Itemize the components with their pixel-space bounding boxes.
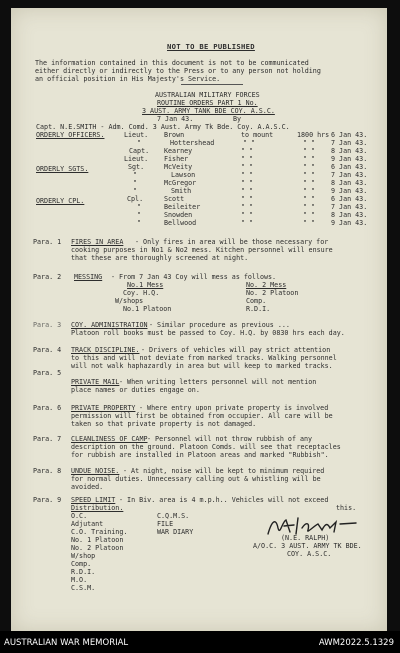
- duty-date: 8 Jan 43.: [331, 179, 368, 187]
- para-number: Para. 5: [33, 369, 62, 377]
- distribution-item: R.D.I.: [71, 568, 96, 576]
- duty-date: 8 Jan 43.: [331, 211, 368, 219]
- duty-date: 8 Jan 43.: [331, 147, 368, 155]
- para-heading: COY. ADMINISTRATION: [71, 321, 148, 329]
- duty-time: " ": [303, 195, 316, 203]
- para-text: - Where entry upon private property is involved: [139, 404, 329, 412]
- para-text: - At night, noise will be kept to minimum required: [123, 467, 325, 475]
- para-number: Para. 6: [33, 404, 62, 412]
- duty-date: 6 Jan 43.: [331, 131, 368, 139]
- duty-note: to mount: [241, 131, 274, 139]
- para-text: that these are thoroughly screened at night.: [71, 254, 249, 262]
- distribution-item: FILE: [157, 520, 174, 528]
- para-heading: MESSING: [74, 273, 103, 281]
- para-number: Para. 4: [33, 346, 62, 354]
- para-heading: TRACK DISCIPLINE.: [71, 346, 140, 354]
- duty-name: Scott: [164, 195, 185, 203]
- duty-note: " ": [241, 187, 254, 195]
- para-text: taken so that private property is not damaged.: [71, 420, 257, 428]
- duty-note: " ": [241, 155, 254, 163]
- footer-bar: [0, 631, 400, 653]
- para-text: to this and will not deviate from marked tracks. Walking personnel: [71, 354, 337, 362]
- duty-date: 7 Jan 43.: [331, 203, 368, 211]
- duty-date: 9 Jan 43.: [331, 155, 368, 163]
- distribution-item: C.Q.M.S.: [157, 512, 190, 520]
- distribution-item: WAR DIARY: [157, 528, 194, 536]
- duty-name: Bellwood: [164, 219, 197, 227]
- duty-time: " ": [303, 219, 316, 227]
- notice-line-3: an official position in His Majesty's Service.: [35, 75, 221, 83]
- duty-rank: ": [137, 219, 142, 227]
- duty-name: Snowden: [164, 211, 193, 219]
- duty-time: " ": [303, 179, 316, 187]
- para-text: cooking purposes in No1 & No2 mess. Kitchen personnel will ensure: [71, 246, 333, 254]
- para-text: permission will first be obtained from occupier. All care will be: [71, 412, 333, 420]
- distribution-item: C.S.M.: [71, 584, 96, 592]
- duty-name: Beileiter: [164, 203, 201, 211]
- para-heading: SPEED LIMIT: [71, 496, 116, 504]
- para-text: Platoon roll books must be passed to Coy. H.Q. by 0830 hrs each day.: [71, 329, 345, 337]
- duty-time: " ": [303, 163, 316, 171]
- duty-note: " ": [241, 171, 254, 179]
- duty-time: " ": [303, 203, 316, 211]
- duty-name: McVeity: [164, 163, 193, 171]
- para-text: this.: [336, 504, 357, 512]
- notice-line-2: either directly or indirectly to the Press or to any person not holding: [35, 67, 321, 75]
- duty-name: Hottershead: [170, 139, 215, 147]
- duty-rank: ": [137, 203, 142, 211]
- para-text: - Drivers of vehicles will pay strict attention: [141, 346, 331, 354]
- duty-date: 9 Jan 43.: [331, 187, 368, 195]
- para-text: for rubbish are installed in Platoon areas and marked "Rubbish".: [71, 451, 329, 459]
- distribution-item: W/shop: [71, 552, 96, 560]
- para-text: - Similar procedure as previous ...: [149, 321, 290, 329]
- role-label: ORDERLY OFFICERS.: [36, 131, 105, 139]
- duty-name: Lawson: [171, 171, 196, 179]
- para-text: - Personnel will not throw rubbish of any: [147, 435, 313, 443]
- para-number: Para. 9: [33, 496, 62, 504]
- duty-date: 7 Jan 43.: [331, 171, 368, 179]
- para-text: avoided.: [71, 483, 104, 491]
- duty-time: 1800 hrs: [297, 131, 330, 139]
- footer-institution: AUSTRALIAN WAR MEMORIAL: [4, 638, 129, 648]
- duty-note: " ": [241, 219, 254, 227]
- duty-rank: Cpl.: [127, 195, 144, 203]
- doc-title: AUSTRALIAN MILITARY FORCES: [155, 91, 260, 99]
- duty-note: " ": [241, 179, 254, 187]
- mess-1-item: W/shops: [115, 297, 144, 305]
- duty-rank: ": [137, 139, 142, 147]
- para-heading: FIRES IN AREA: [71, 238, 124, 246]
- role-label: ORDERLY CPL.: [36, 197, 85, 205]
- distribution-heading: Distribution.: [71, 504, 124, 512]
- para-text: - Only fires in area will be those necessary for: [135, 238, 329, 246]
- para-text: will not walk haphazardly in area but will keep to marked tracks.: [71, 362, 333, 370]
- para-text: place names or duties engage on.: [71, 386, 200, 394]
- duty-name: Kearney: [164, 147, 193, 155]
- para-text: description on the ground. Platoon Comds. will see that receptacles: [71, 443, 341, 451]
- duty-name: Smith: [171, 187, 192, 195]
- para-heading: CLEANLINESS OF CAMP: [71, 435, 148, 443]
- duty-time: " ": [303, 147, 316, 155]
- duty-rank: Lieut.: [124, 131, 149, 139]
- mess-1-heading: No.1 Mess: [127, 281, 164, 289]
- signatory-name: (N.E. RALPH): [281, 534, 330, 542]
- para-number: Para. 7: [33, 435, 62, 443]
- duty-time: " ": [303, 211, 316, 219]
- mess-1-item: No.1 Platoon: [123, 305, 172, 313]
- duty-note: " ": [241, 147, 254, 155]
- duty-time: " ": [303, 155, 316, 163]
- duty-note: " ": [241, 195, 254, 203]
- para-text: - When writing letters personnel will not mention: [119, 378, 317, 386]
- role-label: ORDERLY SGTS.: [36, 165, 89, 173]
- distribution-item: M.O.: [71, 576, 88, 584]
- mess-1-item: Coy. H.Q.: [123, 289, 160, 297]
- doc-by: By: [233, 115, 242, 123]
- restriction-heading: NOT TO BE PUBLISHED: [167, 42, 255, 51]
- distribution-item: Adjutant: [71, 520, 104, 528]
- duty-rank: Sgt.: [128, 163, 145, 171]
- duty-name: Fisher: [164, 155, 189, 163]
- duty-name: McGregor: [164, 179, 197, 187]
- para-heading: UNDUE NOISE.: [71, 467, 120, 475]
- para-text: - From 7 Jan 43 Coy will mess as follows.: [111, 273, 277, 281]
- duty-date: 6 Jan 43.: [331, 195, 368, 203]
- footer-accession-number: AWM2022.5.1329: [318, 638, 394, 648]
- issuer-line: Capt. N.E.SMITH - Adm. Comd. 3 Aust. Army Tk Bde. Coy. A.A.S.C.: [36, 123, 290, 131]
- duty-rank: ": [137, 211, 142, 219]
- distribution-item: Comp.: [71, 560, 92, 568]
- duty-rank: Lieut.: [124, 155, 149, 163]
- document-page: [11, 8, 387, 632]
- distribution-item: O.C.: [71, 512, 88, 520]
- para-number: Para. 2: [33, 273, 62, 281]
- duty-time: " ": [303, 171, 316, 179]
- para-text: for normal duties. Unnecessary calling out & whistling will be: [71, 475, 321, 483]
- duty-rank: ": [133, 179, 138, 187]
- mess-2-item: R.D.I.: [246, 305, 271, 313]
- para-heading: PRIVATE MAIL: [71, 378, 120, 386]
- para-number: Para. 8: [33, 467, 62, 475]
- distribution-item: No. 1 Platoon: [71, 536, 124, 544]
- duty-rank: Capt.: [129, 147, 150, 155]
- doc-date: 7 Jan 43.: [157, 115, 194, 123]
- distribution-item: No. 2 Platoon: [71, 544, 124, 552]
- para-number: Para. 3: [33, 321, 62, 329]
- para-heading: PRIVATE PROPERTY: [71, 404, 136, 412]
- duty-note: " ": [241, 211, 254, 219]
- title-divider: [181, 84, 243, 85]
- duty-note: " ": [243, 139, 256, 147]
- notice-line-1: The information contained in this document is not to be communicated: [35, 59, 309, 67]
- duty-date: 9 Jan 43.: [331, 219, 368, 227]
- duty-date: 7 Jan 43.: [331, 139, 368, 147]
- duty-name: Brown: [164, 131, 185, 139]
- para-text: - In Biv. area is 4 m.p.h.. Vehicles will not exceed: [119, 496, 329, 504]
- duty-note: " ": [241, 163, 254, 171]
- duty-rank: ": [133, 187, 138, 195]
- mess-2-item: No. 2 Platoon: [246, 289, 299, 297]
- duty-rank: ": [133, 171, 138, 179]
- duty-time: " ": [303, 187, 316, 195]
- para-number: Para. 1: [33, 238, 62, 246]
- mess-2-heading: No. 2 Mess: [246, 281, 287, 289]
- mess-2-item: Comp.: [246, 297, 267, 305]
- signatory-title: A/O.C. 3 AUST. ARMY TK BDE.: [253, 542, 362, 550]
- doc-unit: 3 AUST. ARMY TANK BDE COY. A.S.C.: [142, 107, 275, 115]
- duty-date: 6 Jan 43.: [331, 163, 368, 171]
- signatory-unit: COY. A.S.C.: [287, 550, 332, 558]
- duty-time: " ": [303, 139, 316, 147]
- duty-note: " ": [241, 203, 254, 211]
- doc-subtitle: ROUTINE ORDERS PART 1 No.: [157, 99, 258, 107]
- distribution-item: C.O. Training.: [71, 528, 128, 536]
